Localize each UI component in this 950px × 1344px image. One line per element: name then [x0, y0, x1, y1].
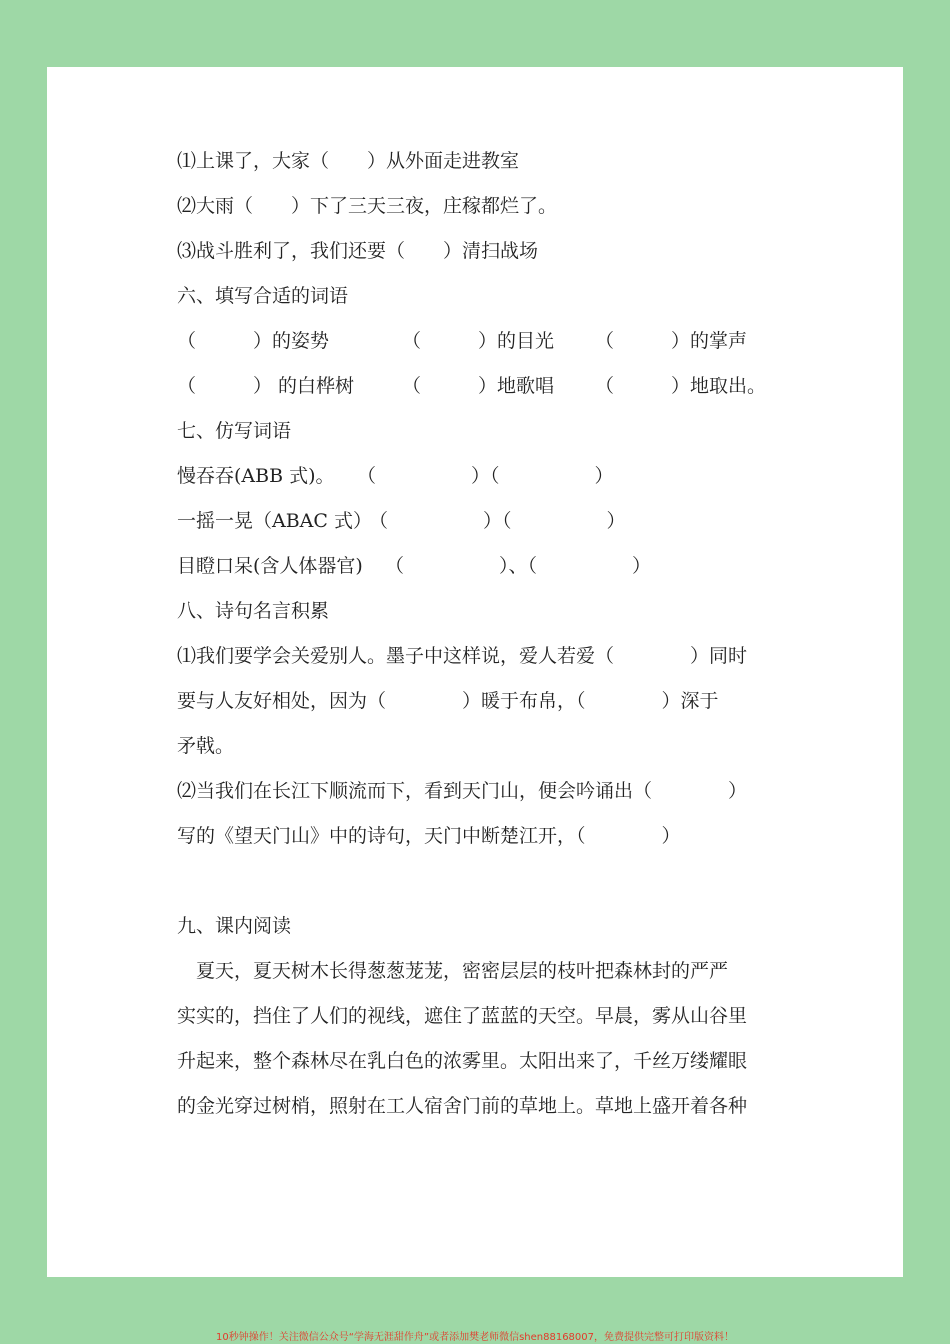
- q6-item: （ ）地取出。: [595, 375, 767, 397]
- q7-label: 目瞪口呆(含人体器官): [177, 555, 363, 577]
- reading-line: 实实的，挡住了人们的视线，遮住了蓝蓝的天空。早晨，雾从山谷里: [177, 1005, 748, 1027]
- q8-p2-line-2: 写的《望天门山》中的诗句，天门中断楚江开，（ ）: [177, 825, 681, 847]
- q8-p2-line-1: ⑵当我们在长江下顺流而下，看到天门山，便会吟诵出（ ）: [177, 780, 748, 802]
- q8-p1-line-1: ⑴我们要学会关爱别人。墨子中这样说，爱人若爱（ ）同时: [177, 645, 748, 667]
- q7-label: 一摇一晃（ABAC 式）: [177, 510, 372, 532]
- section-9-heading: 九、课内阅读: [177, 915, 292, 937]
- q7-blanks: （ ）（ ）: [369, 510, 626, 532]
- section-7-heading: 七、仿写词语: [177, 420, 292, 442]
- section-8-heading: 八、诗句名言积累: [177, 600, 330, 622]
- q5-item-2: ⑵大雨（ ）下了三天三夜，庄稼都烂了。: [177, 195, 558, 217]
- q7-blanks: （ ）（ ）: [357, 465, 614, 487]
- section-6-heading: 六、填写合适的词语: [177, 285, 349, 307]
- footer-promo-text: 10秒钟操作！关注微信公众号“学海无涯甜作舟”或者添加樊老师微信shen88168007，免费提供完整可打印版资料！: [215, 1332, 735, 1343]
- q6-item: （ ） 的白桦树: [177, 375, 355, 397]
- q6-item: （ ）地歌唱: [402, 375, 555, 397]
- reading-line: 夏天，夏天树木长得葱葱茏茏，密密层层的枝叶把森林封的严严: [177, 960, 729, 982]
- worksheet-page: [47, 67, 903, 1277]
- q6-item: （ ）的掌声: [595, 330, 748, 352]
- q7-label: 慢吞吞(ABB 式)。: [177, 465, 335, 487]
- q6-item: （ ）的姿势: [177, 330, 330, 352]
- reading-line: 升起来，整个森林尽在乳白色的浓雾里。太阳出来了，千丝万缕耀眼: [177, 1050, 748, 1072]
- q8-p1-line-2: 要与人友好相处，因为（ ）暖于布帛，（ ）深于: [177, 690, 719, 712]
- q6-item: （ ）的目光: [402, 330, 555, 352]
- q5-item-1: ⑴上课了，大家（ ）从外面走进教室: [177, 150, 520, 172]
- q8-p1-line-3: 矛戟。: [177, 735, 235, 757]
- q5-item-3: ⑶战斗胜利了，我们还要（ ）清扫战场: [177, 240, 539, 262]
- reading-line: 的金光穿过树梢，照射在工人宿舍门前的草地上。草地上盛开着各种: [177, 1095, 748, 1117]
- q7-blanks: （ ）、（ ）: [385, 555, 652, 577]
